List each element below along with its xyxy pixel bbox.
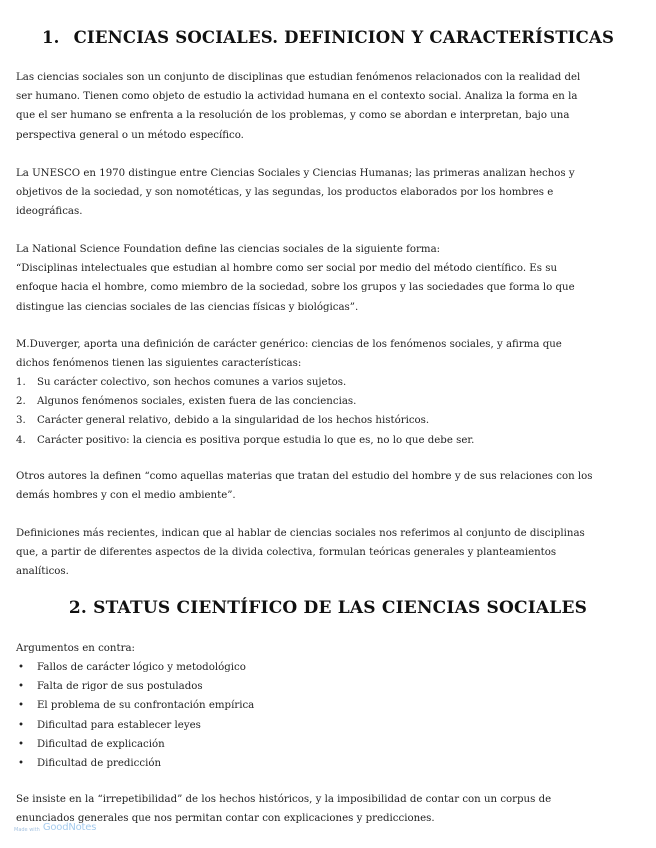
section-1-title: CIENCIAS SOCIALES. DEFINICION Y CARACTERÍSTICAS — [73, 28, 615, 47]
list-item — [16, 373, 644, 392]
section-1-heading — [0, 28, 656, 47]
list-item — [16, 735, 644, 754]
text-line: Se insiste en la “irrepetibilidad” de los hechos históricos, y la imposibilidad de contar con un corpus de — [16, 794, 552, 805]
paragraph-nsf — [16, 240, 644, 317]
arguments-list — [16, 658, 644, 773]
list-number: 4. — [16, 434, 26, 446]
list-item — [16, 431, 644, 450]
list-number: 3. — [16, 415, 26, 427]
list-item-text: Falta de rigor de sus postulados — [37, 681, 203, 693]
text-line: ser humano. Tienen como objeto de estudio la actividad humana en el contexto social. Analiza la forma en la — [16, 91, 578, 103]
text-line: Definiciones más recientes, indican que al hablar de ciencias sociales nos referimos al conjunto de disciplinas — [16, 528, 585, 539]
list-item — [16, 392, 644, 411]
bullet-icon: • — [18, 719, 25, 731]
text-line: analíticos. — [16, 566, 69, 578]
characteristics-list — [16, 373, 644, 450]
list-item — [16, 411, 644, 430]
goodnotes-watermark — [14, 820, 96, 834]
text-line: “Disciplinas intelectuales que estudian al hombre como ser social por medio del método científico. Es su — [16, 263, 558, 275]
bullet-icon: • — [18, 662, 25, 673]
text-line: que, a partir de diferentes aspectos de la divida colectiva, formulan teóricas generales y planteamientos — [16, 547, 557, 559]
paragraph-definition — [16, 68, 644, 145]
list-item — [16, 716, 644, 735]
section-2-heading: 2. STATUS CIENTÍFICO DE LAS CIENCIAS SOCIALES — [68, 598, 588, 618]
bullet-icon: • — [18, 758, 25, 770]
bullet-icon: • — [18, 738, 25, 750]
paragraph-other-authors — [16, 467, 644, 505]
watermark-brand: GoodNotes — [42, 822, 97, 833]
arguments-intro — [16, 639, 644, 658]
list-item — [16, 696, 644, 715]
list-item-text: Dificultad de explicación — [37, 738, 165, 750]
text-line: enunciados generales que nos permitan contar con explicaciones y predicciones. — [16, 813, 435, 825]
paragraph-unesco — [16, 164, 644, 222]
text-line: enfoque hacia el hombre, como miembro de la sociedad, sobre los grupos y las sociedades que forma lo que — [16, 282, 575, 294]
text-line: La National Science Foundation define las ciencias sociales de la siguiente forma: — [16, 244, 441, 255]
list-number: 1. — [16, 377, 26, 388]
paragraph-irrepeatability — [16, 790, 644, 828]
list-item — [16, 658, 644, 677]
text-line: objetivos de la sociedad, y son nomotéticas, y las segundas, los productos elaborados por los hombres e — [16, 187, 554, 199]
list-item-text: Carácter positivo: la ciencia es positiva porque estudia lo que es, no lo que debe ser. — [37, 434, 475, 446]
text-line: ideográficas. — [16, 206, 83, 218]
text-line: distingue las ciencias sociales de las ciencias físicas y biológicas”. — [16, 301, 359, 313]
text-line: dichos fenómenos tienen las siguientes características: — [16, 358, 302, 370]
list-item — [16, 677, 644, 696]
paragraph-recent-definitions — [16, 524, 644, 582]
text-line: La UNESCO en 1970 distingue entre Ciencias Sociales y Ciencias Humanas; las primeras analizan hechos y — [16, 168, 575, 179]
watermark-prefix: Made with — [14, 827, 40, 833]
list-item-text: Dificultad de predicción — [37, 758, 162, 770]
list-item-text: Su carácter colectivo, son hechos comunes a varios sujetos. — [37, 377, 347, 388]
section-1-number: 1. — [41, 28, 60, 47]
paragraph-duverger — [16, 335, 644, 373]
list-item-text: El problema de su confrontación empírica — [37, 700, 255, 712]
list-number: 2. — [16, 396, 26, 408]
text-line: que el ser humano se enfrenta a la resolución de los problemas, y como se abordan e interpretan, bajo una — [16, 110, 570, 122]
list-item-text: Dificultad para establecer leyes — [37, 719, 201, 731]
list-item — [16, 754, 644, 773]
text-line: M.Duverger, aporta una definición de carácter genérico: ciencias de los fenómenos sociales, y afirma que — [16, 339, 562, 350]
list-item-text: Fallos de carácter lógico y metodológico — [37, 662, 246, 673]
bullet-icon: • — [18, 700, 25, 712]
text-line: demás hombres y con el medio ambiente”. — [16, 490, 236, 502]
text-line: perspectiva general o un método específico. — [16, 129, 244, 141]
text-line: Argumentos en contra: — [16, 643, 135, 654]
list-item-text: Algunos fenómenos sociales, existen fuera de las conciencias. — [37, 396, 357, 408]
list-item-text: Carácter general relativo, debido a la singularidad de los hechos históricos. — [37, 415, 430, 427]
bullet-icon: • — [18, 681, 25, 693]
text-line: Otros autores la definen “como aquellas materias que tratan del estudio del hombre y de sus relaciones con los — [16, 471, 593, 482]
text-line: Las ciencias sociales son un conjunto de disciplinas que estudian fenómenos relacionados con la realidad del — [16, 72, 581, 83]
